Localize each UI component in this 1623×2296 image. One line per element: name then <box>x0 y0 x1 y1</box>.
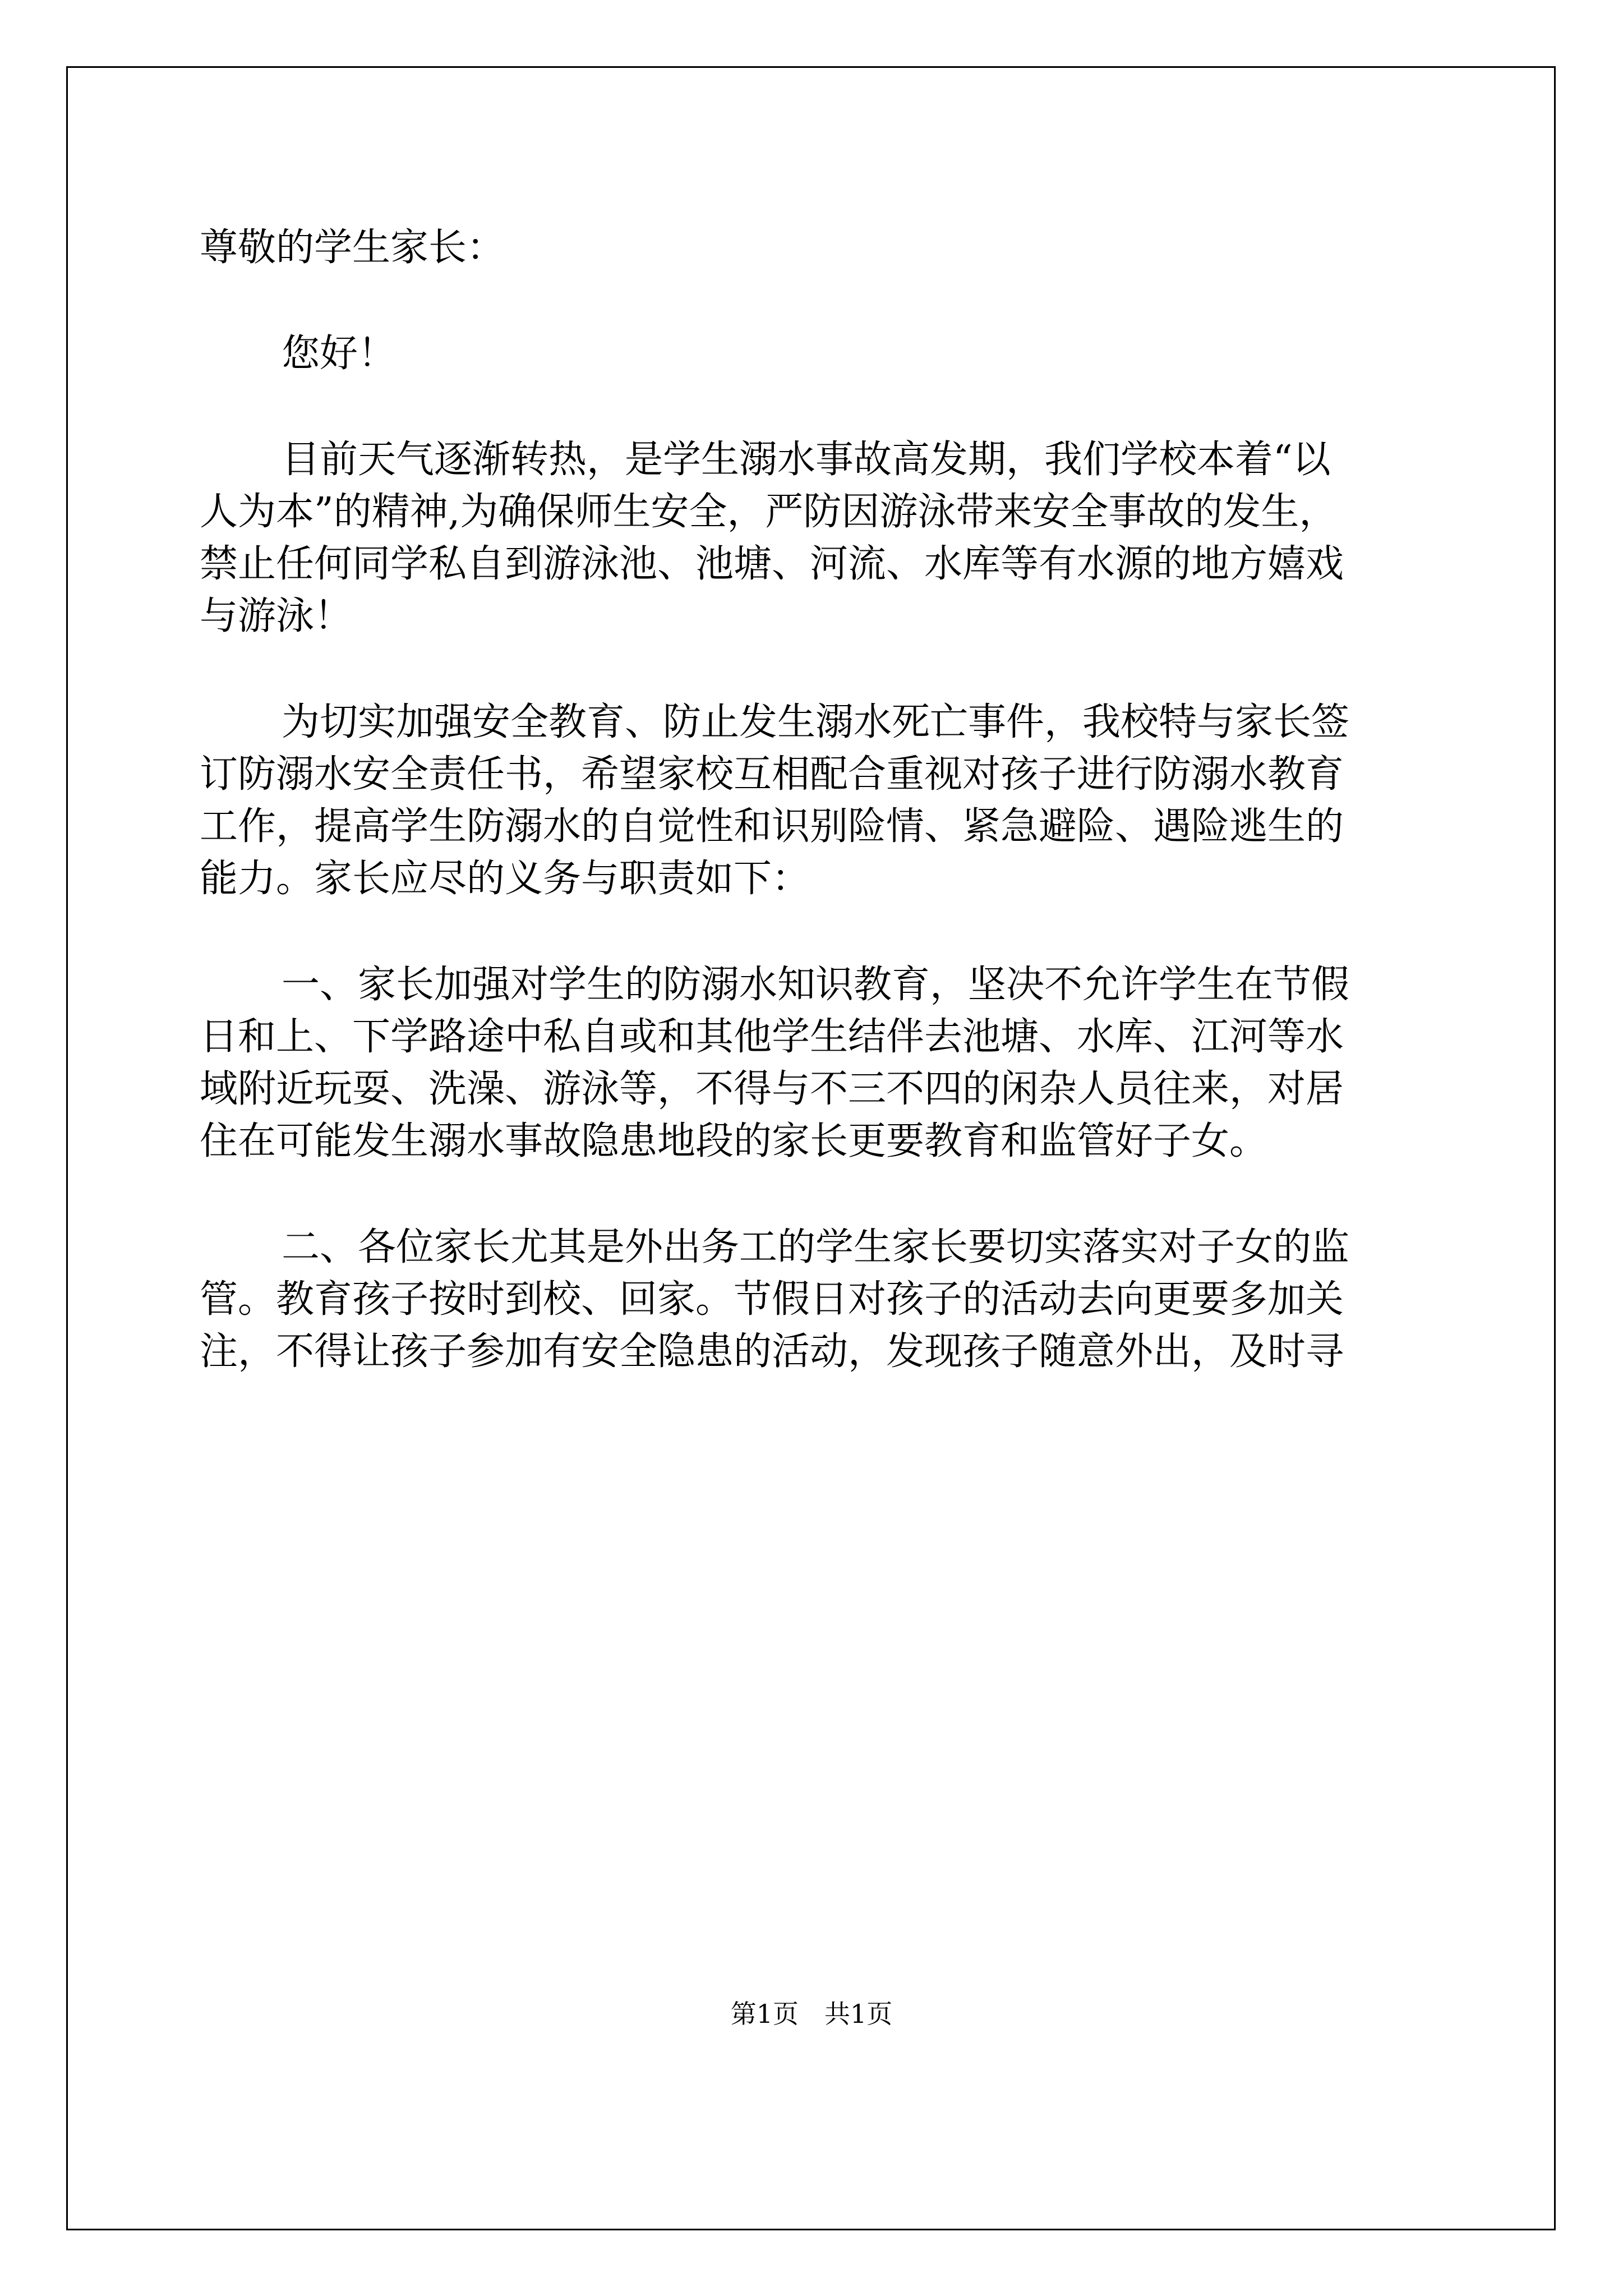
paragraph-line: 一、家长加强对学生的防溺水知识教育，坚决不允许学生在节假 <box>282 963 1350 1007</box>
greeting: 您好！ <box>282 332 396 376</box>
letter-body <box>200 222 1428 1378</box>
paragraph-line: 目前天气逐渐转热，是学生溺水事故高发期，我们学校本着“以 <box>282 438 1331 482</box>
paragraph-line: 能力。家长应尽的义务与职责如下： <box>200 857 810 901</box>
paragraph-line: 订防溺水安全责任书，希望家校互相配合重视对孩子进行防溺水教育 <box>200 752 1344 797</box>
paragraph-duty-two <box>200 1221 1428 1378</box>
paragraph-line: 为切实加强安全教育、防止发生溺水死亡事件，我校特与家长签 <box>282 700 1350 744</box>
paragraph-duty-one <box>200 959 1428 1167</box>
paragraph-line: 日和上、下学路途中私自或和其他学生结伴去池塘、水库、江河等水 <box>200 1015 1344 1059</box>
paragraph-line: 与游泳！ <box>200 594 353 638</box>
paragraph-line: 注，不得让孩子参加有安全隐患的活动，发现孩子随意外出，及时寻 <box>200 1329 1344 1374</box>
paragraph-line: 禁止任何同学私自到游泳池、池塘、河流、水库等有水源的地方嬉戏 <box>200 542 1344 586</box>
salutation: 尊敬的学生家长： <box>200 226 505 270</box>
paragraph-line: 人为本”的精神,为确保师生安全，严防因游泳带来安全事故的发生， <box>200 490 1338 534</box>
paragraph-line: 工作，提高学生防溺水的自觉性和识别险情、紧急避险、遇险逃生的 <box>200 804 1344 849</box>
paragraph-line: 域附近玩耍、洗澡、游泳等，不得与不三不四的闲杂人员往来，对居 <box>200 1067 1344 1111</box>
paragraph-line: 二、各位家长尤其是外出务工的学生家长要切实落实对子女的监 <box>282 1225 1350 1269</box>
paragraph-line: 住在可能发生溺水事故隐患地段的家长更要教育和监管好子女。 <box>200 1119 1268 1163</box>
paragraph-weather-warning <box>200 434 1428 642</box>
paragraph-line: 管。教育孩子按时到校、回家。节假日对孩子的活动去向更要多加关 <box>200 1277 1344 1322</box>
page-number-footer: 第1页 共1页 <box>730 1999 893 2029</box>
paragraph-responsibility-agreement <box>200 696 1428 905</box>
